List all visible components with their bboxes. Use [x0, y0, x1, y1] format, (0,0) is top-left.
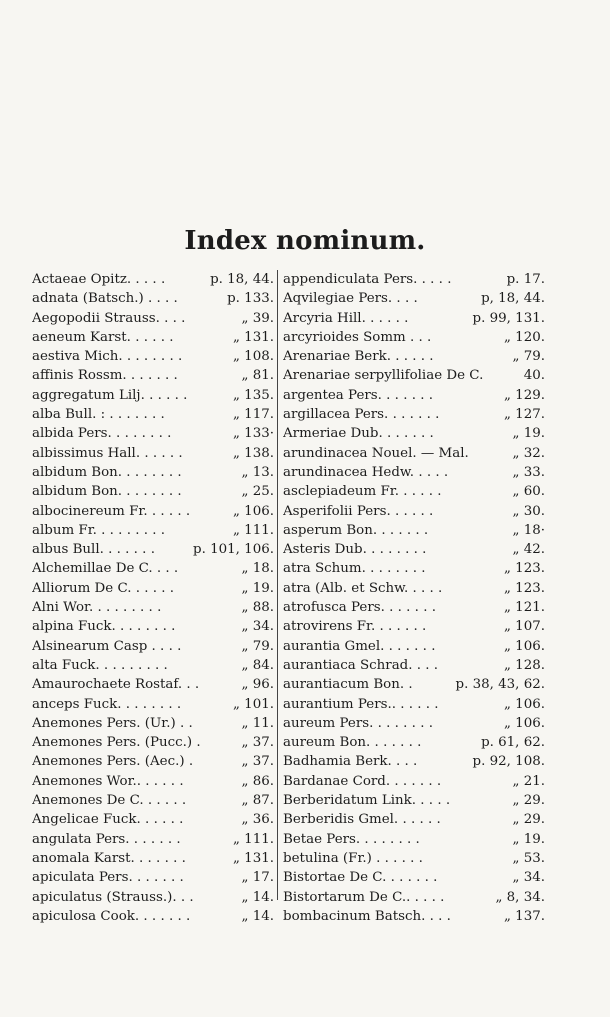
entry-page-ref: „ 34. [241, 619, 274, 635]
index-entry [283, 540, 545, 559]
index-entry [32, 772, 274, 791]
index-entry [283, 482, 545, 501]
entry-page-ref: „ 37. [241, 754, 274, 770]
entry-name: aurantiaca Schrad. . . . [283, 657, 439, 673]
entry-page-ref: „ 84. [241, 657, 274, 673]
entry-page-ref: „ 13. [241, 464, 274, 480]
index-entry [283, 366, 545, 385]
entry-page-ref: „ 135. [232, 387, 274, 403]
entry-name: appendiculata Pers. . . . . [283, 272, 452, 287]
entry-name: Anemones De C. . . . . . [32, 793, 187, 809]
entry-name: Arenariae Berk. . . . . . [283, 349, 434, 365]
entry-page-ref: „ 21. [512, 773, 545, 789]
entry-name: albida Pers. . . . . . . . [32, 426, 172, 442]
index-entry [32, 888, 274, 907]
entry-name: alpina Fuck. . . . . . . . [32, 619, 176, 635]
entry-name: Amaurochaete Rostaf. . . [32, 677, 200, 693]
entry-name: aurantiacum Bon. . [283, 677, 413, 693]
entry-page-ref: „ 129. [503, 387, 545, 403]
index-entry [283, 521, 545, 540]
index-entry [32, 810, 274, 829]
entry-page-ref: „ 32. [512, 445, 545, 461]
entry-name: atra Schum. . . . . . . . [283, 561, 426, 577]
entry-page-ref: „ 53. [512, 850, 545, 866]
entry-name: Asperifolii Pers. . . . . . [283, 503, 434, 519]
entry-page-ref: „ 11. [241, 715, 274, 731]
index-entry [32, 405, 274, 424]
entry-page-ref: „ 29. [512, 812, 545, 828]
entry-name: affinis Rossm. . . . . . . [32, 368, 178, 384]
index-entry [283, 830, 545, 849]
index-entry [32, 289, 274, 308]
index-entry [283, 656, 545, 675]
entry-page-ref: „ 127. [503, 407, 545, 423]
entry-name: Anemones Pers. (Pucc.) . [32, 735, 201, 751]
entry-page-ref: „ 33. [512, 464, 545, 480]
entry-page-ref: p. 17. [506, 272, 545, 287]
index-entry [32, 347, 274, 366]
entry-page-ref: „ 18. [241, 561, 274, 577]
index-entry [32, 830, 274, 849]
index-entry [283, 559, 545, 578]
index-entry [283, 810, 545, 829]
index-entry [32, 424, 274, 443]
entry-name: Berberidis Gmel. . . . . . [283, 812, 441, 828]
index-entry [283, 270, 545, 289]
entry-page-ref: „ 133· [232, 426, 274, 442]
index-entry [283, 289, 545, 308]
entry-page-ref: „ 19. [241, 580, 274, 596]
entry-name: Asteris Dub. . . . . . . . [283, 542, 427, 558]
entry-name: arundinacea Hedw. . . . . [283, 464, 449, 480]
entry-page-ref: „ 36. [241, 812, 274, 828]
entry-name: Bistortarum De C.. . . . . [283, 889, 445, 905]
entry-page-ref: „ 79. [241, 638, 274, 654]
entry-page-ref: „ 106. [503, 696, 545, 712]
entry-name: Actaeae Opitz. . . . . [32, 272, 166, 287]
entry-page-ref: „ 86. [241, 773, 274, 789]
index-entry [283, 347, 545, 366]
entry-page-ref: „ 121. [503, 600, 545, 616]
index-entry [32, 656, 274, 675]
entry-name: Berberidatum Link. . . . . [283, 793, 451, 809]
entry-page-ref: „ 96. [241, 677, 274, 693]
index-entry [283, 907, 545, 926]
entry-name: Bistortae De C. . . . . . . [283, 870, 438, 886]
index-entry [32, 270, 274, 289]
entry-name: asclepiadeum Fr. . . . . . [283, 484, 442, 500]
entry-page-ref: „ 14. [241, 908, 274, 924]
index-entry [283, 617, 545, 636]
entry-page-ref: „ 106. [232, 503, 274, 519]
entry-page-ref: p. 101, 106. [193, 542, 274, 558]
entry-name: aurantium Pers.. . . . . . [283, 696, 439, 712]
entry-page-ref: p. 133. [227, 291, 274, 307]
entry-name: anceps Fuck. . . . . . . . [32, 696, 182, 712]
entry-name: argillacea Pers. . . . . . . [283, 407, 440, 423]
entry-page-ref: „ 131. [232, 850, 274, 866]
entry-name: betulina (Fr.) . . . . . . [283, 850, 423, 866]
index-entry [32, 309, 274, 328]
index-entry [283, 444, 545, 463]
entry-page-ref: „ 137. [503, 908, 545, 924]
index-column-right [283, 270, 545, 926]
index-entry [32, 386, 274, 405]
entry-name: Anemones Wor.. . . . . . [32, 773, 184, 789]
entry-page-ref: „ 101. [232, 696, 274, 712]
entry-page-ref: p. 38, 43, 62. [455, 677, 545, 693]
entry-page-ref: „ 128. [503, 657, 545, 673]
entry-name: albocinereum Fr. . . . . . [32, 503, 191, 519]
index-entry [283, 386, 545, 405]
entry-name: Aegopodii Strauss. . . . [32, 310, 186, 326]
index-entry [32, 366, 274, 385]
entry-page-ref: „ 18· [512, 522, 545, 538]
entry-page-ref: „ 123. [503, 580, 545, 596]
index-entry [283, 695, 545, 714]
index-entry [283, 675, 545, 694]
page-title: Index nominum. [184, 226, 426, 256]
entry-name: bombacinum Batsch. . . . [283, 908, 451, 924]
entry-page-ref: „ 87. [241, 793, 274, 809]
column-divider [277, 270, 278, 900]
entry-page-ref: „ 111. [232, 522, 274, 538]
entry-name: Aqvilegiae Pers. . . . [283, 291, 418, 307]
entry-name: aestiva Mich. . . . . . . . [32, 349, 183, 365]
entry-name: album Fr. . . . . . . . . [32, 522, 165, 538]
entry-page-ref: „ 34. [512, 870, 545, 886]
index-entry [283, 733, 545, 752]
entry-page-ref: „ 17. [241, 870, 274, 886]
entry-page-ref: „ 39. [241, 310, 274, 326]
entry-name: atrofusca Pers. . . . . . . [283, 600, 436, 616]
entry-name: aureum Pers. . . . . . . . [283, 715, 433, 731]
entry-page-ref: „ 19. [512, 426, 545, 442]
entry-name: adnata (Batsch.) . . . . [32, 291, 178, 307]
index-entry [32, 502, 274, 521]
index-entry [283, 849, 545, 868]
index-entry [283, 309, 545, 328]
entry-page-ref: p, 18, 44. [481, 291, 545, 307]
entry-name: Alni Wor. . . . . . . . . [32, 600, 162, 616]
index-entry [283, 328, 545, 347]
index-entry [283, 637, 545, 656]
entry-page-ref: „ 8, 34. [495, 889, 545, 905]
entry-name: aggregatum Lilj. . . . . . [32, 387, 188, 403]
entry-name: Alchemillae De C. . . . [32, 561, 179, 577]
index-entry [32, 868, 274, 887]
entry-name: apiculatus (Strauss.). . . [32, 889, 194, 905]
entry-name: albus Bull. . . . . . . [32, 542, 155, 558]
index-entry [32, 695, 274, 714]
index-entry [283, 579, 545, 598]
entry-name: Bardanae Cord. . . . . . . [283, 773, 442, 789]
index-entry [283, 424, 545, 443]
entry-name: Armeriae Dub. . . . . . . [283, 426, 434, 442]
entry-name: anomala Karst. . . . . . . [32, 850, 186, 866]
index-entry [32, 579, 274, 598]
index-entry [32, 907, 274, 926]
entry-name: albissimus Hall. . . . . . [32, 445, 183, 461]
entry-name: alba Bull. : . . . . . . . [32, 407, 165, 423]
index-entry [283, 405, 545, 424]
entry-name: albidum Bon. . . . . . . . [32, 464, 182, 480]
entry-page-ref: „ 117. [232, 407, 274, 423]
entry-name: Arenariae serpyllifoliae De C. [283, 368, 484, 384]
entry-page-ref: „ 123. [503, 561, 545, 577]
entry-page-ref: „ 88. [241, 600, 274, 616]
index-entry [283, 791, 545, 810]
entry-page-ref: p. 18, 44. [210, 272, 274, 287]
entry-page-ref: „ 111. [232, 831, 274, 847]
entry-name: Alsinearum Casp . . . . [32, 638, 182, 654]
entry-name: atra (Alb. et Schw. . . . . [283, 580, 443, 596]
entry-page-ref: „ 30. [512, 503, 545, 519]
index-entry [32, 675, 274, 694]
entry-page-ref: p. 92, 108. [472, 754, 545, 770]
index-entry [32, 733, 274, 752]
index-entry [32, 444, 274, 463]
index-entry [32, 540, 274, 559]
index-entry [283, 598, 545, 617]
index-entry [283, 868, 545, 887]
index-entry [32, 791, 274, 810]
entry-page-ref: „ 131. [232, 329, 274, 345]
entry-name: aureum Bon. . . . . . . [283, 735, 422, 751]
index-entry [32, 463, 274, 482]
index-entry [32, 328, 274, 347]
index-entry [32, 637, 274, 656]
index-entry [32, 752, 274, 771]
entry-page-ref: „ 106. [503, 638, 545, 654]
index-entry [32, 849, 274, 868]
entry-name: Arcyria Hill. . . . . . [283, 310, 409, 326]
entry-name: aurantia Gmel. . . . . . . [283, 638, 436, 654]
entry-name: alta Fuck. . . . . . . . . [32, 657, 168, 673]
entry-name: Betae Pers. . . . . . . . [283, 831, 420, 847]
entry-name: Angelicae Fuck. . . . . . [32, 812, 184, 828]
index-entry [283, 752, 545, 771]
entry-page-ref: „ 108. [232, 349, 274, 365]
index-entry [283, 888, 545, 907]
entry-page-ref: 40. [523, 368, 545, 384]
entry-name: Anemones Pers. (Aec.) . [32, 754, 194, 770]
index-entry [283, 463, 545, 482]
index-entry [32, 714, 274, 733]
entry-page-ref: „ 25. [241, 484, 274, 500]
entry-page-ref: „ 120. [503, 329, 545, 345]
entry-page-ref: „ 106. [503, 715, 545, 731]
entry-page-ref: „ 79. [512, 349, 545, 365]
entry-name: angulata Pers. . . . . . . [32, 831, 181, 847]
index-column-left [32, 270, 274, 926]
entry-name: arcyrioides Somm . . . [283, 329, 432, 345]
index-entry [32, 598, 274, 617]
entry-name: Badhamia Berk. . . . [283, 754, 418, 770]
entry-name: Anemones Pers. (Ur.) . . [32, 715, 193, 731]
entry-name: albidum Bon. . . . . . . . [32, 484, 182, 500]
index-entry [32, 559, 274, 578]
entry-page-ref: „ 107. [503, 619, 545, 635]
entry-page-ref: p. 99, 131. [472, 310, 545, 326]
index-entry [283, 502, 545, 521]
entry-name: apiculata Pers. . . . . . . [32, 870, 184, 886]
entry-name: argentea Pers. . . . . . . [283, 387, 433, 403]
index-entry [32, 617, 274, 636]
entry-page-ref: p. 61, 62. [481, 735, 545, 751]
entry-name: aeneum Karst. . . . . . [32, 329, 174, 345]
entry-page-ref: „ 138. [232, 445, 274, 461]
entry-page-ref: „ 29. [512, 793, 545, 809]
entry-name: atrovirens Fr. . . . . . . [283, 619, 427, 635]
entry-name: asperum Bon. . . . . . . [283, 522, 429, 538]
entry-page-ref: „ 19. [512, 831, 545, 847]
entry-page-ref: „ 42. [512, 542, 545, 558]
entry-page-ref: „ 14. [241, 889, 274, 905]
entry-page-ref: „ 81. [241, 368, 274, 384]
entry-name: arundinacea Nouel. — Mal. [283, 445, 469, 461]
entry-page-ref: „ 37. [241, 735, 274, 751]
entry-name: Alliorum De C. . . . . . [32, 580, 175, 596]
index-entry [283, 714, 545, 733]
index-entry [32, 521, 274, 540]
index-entry [283, 772, 545, 791]
entry-page-ref: „ 60. [512, 484, 545, 500]
index-entry [32, 482, 274, 501]
entry-name: apiculosa Cook. . . . . . . [32, 908, 191, 924]
